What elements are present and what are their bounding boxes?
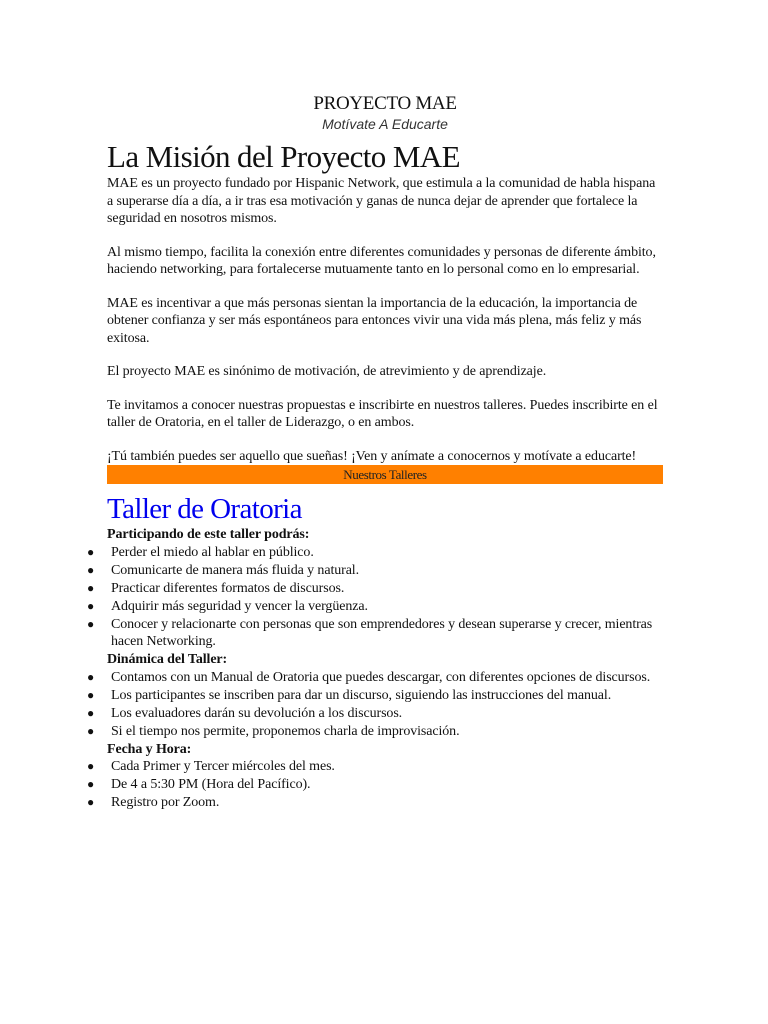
bullet-icon: ● [87, 544, 95, 559]
list-item [87, 562, 663, 580]
list-item-text: Comunicarte de manera más fluida y natural. [111, 562, 359, 578]
mission-paragraph: ¡Tú también puedes ser aquello que sueñas! ¡Ven y anímate a conocernos y motívate a educarte! [107, 448, 637, 464]
mission-heading: La Misión del Proyecto MAE [107, 139, 460, 174]
list-item-text: Registro por Zoom. [111, 795, 220, 810]
list-item [87, 580, 663, 598]
talleres-banner: Nuestros Talleres [107, 465, 663, 484]
bullet-icon: ● [87, 669, 95, 684]
list-item [87, 616, 663, 651]
bullet-icon: ● [87, 723, 95, 738]
bullet-icon: ● [87, 687, 95, 702]
bullet-icon: ● [87, 616, 95, 631]
list-item [87, 776, 663, 794]
bullet-icon: ● [87, 598, 95, 613]
section-heading: Dinámica del Taller: [107, 652, 228, 667]
bullet-list [87, 669, 663, 741]
list-item-text: Los evaluadores darán su devolución a los discursos. [111, 705, 403, 721]
list-item-text: Practicar diferentes formatos de discursos. [111, 580, 345, 596]
list-item-text: Si el tiempo nos permite, proponemos charla de improvisación. [111, 723, 460, 739]
mission-paragraph: El proyecto MAE es sinónimo de motivación, de atrevimiento y de aprendizaje. [107, 364, 547, 379]
mission-paragraph: Te invitamos a conocer nuestras propuestas e inscribirte en nuestros talleres. Puedes inscribirte en el taller de Oratoria, en el taller de Liderazgo, o en ambos. [107, 397, 658, 430]
list-item [87, 598, 663, 616]
bullet-icon: ● [87, 777, 95, 791]
list-item [87, 669, 663, 687]
list-item [87, 794, 663, 812]
list-item-text: Los participantes se inscriben para dar un discurso, siguiendo las instrucciones del manual. [111, 687, 612, 703]
bullet-icon: ● [87, 759, 95, 773]
document-subtitle: Motívate A Educarte [322, 116, 448, 132]
bullet-list [87, 758, 663, 812]
document-content [87, 93, 663, 812]
bullet-icon: ● [87, 580, 95, 595]
list-item-text: Adquirir más seguridad y vencer la vergüenza. [111, 598, 368, 614]
list-item [87, 544, 663, 562]
bullet-list [87, 544, 663, 651]
list-item-text: De 4 a 5:30 PM (Hora del Pacífico). [111, 777, 311, 792]
mission-paragraph: Al mismo tiempo, facilita la conexión entre diferentes comunidades y personas de diferente ámbito, haciendo networking, para fortalecerse mutuamente tanto en lo personal como en lo empresarial. [107, 244, 656, 277]
list-item-text: Contamos con un Manual de Oratoria que puedes descargar, con diferentes opciones de discursos. [111, 669, 651, 685]
bullet-icon: ● [87, 562, 95, 577]
taller-heading: Taller de Oratoria [107, 493, 302, 525]
list-item-text: Cada Primer y Tercer miércoles del mes. [111, 759, 335, 774]
section-heading: Fecha y Hora: [107, 741, 192, 757]
list-item-text: Perder el miedo al hablar en público. [111, 544, 314, 560]
mission-paragraph: MAE es incentivar a que más personas sientan la importancia de la educación, la importancia de obtener confianza y ser más espontáneos para entonces vivir una vida más plena, más feliz y más exitosa. [107, 295, 642, 346]
bullet-icon: ● [87, 795, 95, 809]
list-item [87, 705, 663, 723]
bullet-icon: ● [87, 705, 95, 720]
list-item [87, 758, 663, 776]
list-item-text: Conocer y relacionarte con personas que son emprendedores y desean superarse y crecer, mientras hacen Networking. [111, 616, 653, 649]
list-item [87, 687, 663, 705]
mission-paragraph: MAE es un proyecto fundado por Hispanic Network, que estimula a la comunidad de habla hispana a superarse día a día, a ir tras esa motivación y ganas de nunca dejar de aprender que fortalece la seguridad en nosotros mismos. [107, 176, 656, 226]
document-title: PROYECTO MAE [313, 93, 457, 114]
list-item [87, 723, 663, 741]
section-heading: Participando de este taller podrás: [107, 527, 310, 542]
